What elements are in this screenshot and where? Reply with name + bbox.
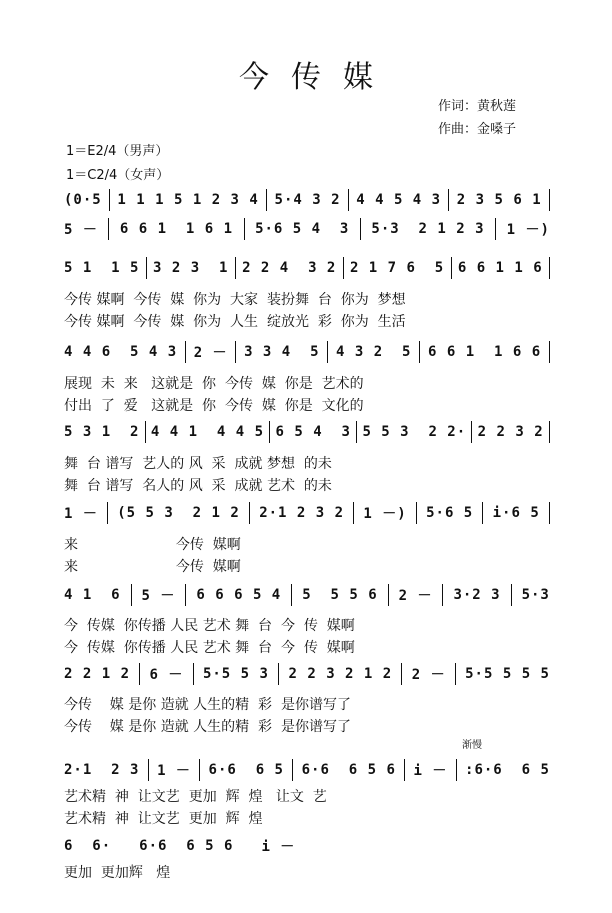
measure: 5 1 1 5 xyxy=(64,260,140,276)
lyric-line: 今 传媒 你传播 人民 艺术 舞 台 今 传 媒啊 xyxy=(64,640,355,656)
lyric-line: 付出 了 爱 这就是 你 今传 媒 你是 文化的 xyxy=(64,398,364,414)
measure: 2·1 2 3 2 xyxy=(259,505,345,521)
score-line-9 xyxy=(64,760,550,780)
lyric-line: 舞 台 谱写 艺人的 风 采 成就 梦想 的未 xyxy=(64,456,332,472)
score-line-5 xyxy=(64,422,550,442)
score-line-2 xyxy=(64,219,550,239)
measure: 3 2 3 1 xyxy=(153,260,229,276)
measure: 5 5 3 2 2· xyxy=(362,424,467,440)
measure: 1 －) xyxy=(363,506,407,522)
measure: 6 6 1 1 6 1 xyxy=(119,221,234,237)
score-line-10 xyxy=(64,836,296,856)
measure: 2·1 2 3 xyxy=(64,762,140,778)
measure: 4 4 5 4 3 xyxy=(356,192,442,208)
lyric-line: 今 传媒 你传播 人民 艺术 舞 台 今 传 媒啊 xyxy=(64,618,355,634)
measure: 6 6· xyxy=(64,838,112,854)
composer-credit: 作曲：金嗓子 xyxy=(438,122,517,137)
lyric-line: 今传 媒 是你 造就 人生的精 彩 是你谱写了 xyxy=(64,697,351,713)
measure: 2 2 3 2 1 2 xyxy=(288,666,393,682)
measure: 6·6 6 5 xyxy=(208,762,284,778)
measure: (0·5 xyxy=(64,192,102,208)
lyric-line: 艺术精 神 让文艺 更加 辉 煌 xyxy=(64,811,263,827)
measure: i － xyxy=(261,839,296,855)
measure: 1 －) xyxy=(506,222,550,238)
score-line-6 xyxy=(64,503,550,523)
measure: 4 4 6 5 4 3 xyxy=(64,344,178,360)
measure: i － xyxy=(413,763,448,779)
score-line-7 xyxy=(64,585,550,605)
measure: 5·5 5 5 5 xyxy=(465,666,550,682)
measure: 5·3 xyxy=(521,587,550,603)
lyric-line: 展现 未 来 这就是 你 今传 媒 你是 艺术的 xyxy=(64,376,364,392)
measure: 2 － xyxy=(411,667,446,683)
measure: 6·6 6 5 6 xyxy=(139,838,234,854)
measure: 5 － xyxy=(141,588,176,604)
measure: 5 5 5 6 xyxy=(302,587,378,603)
measure: 6 － xyxy=(149,667,184,683)
measure: 5·6 5 xyxy=(426,505,474,521)
measure: 3·2 3 xyxy=(453,587,501,603)
measure: 1 － xyxy=(157,763,191,779)
measure: (5 5 3 2 1 2 xyxy=(117,505,240,521)
lyricist-credit: 作词：黄秋莲 xyxy=(438,99,517,114)
song-title: 今传媒 xyxy=(239,60,395,95)
measure: 2 1 7 6 5 xyxy=(349,260,445,276)
score-line-4 xyxy=(64,342,550,362)
measure: 6 5 4 3 xyxy=(275,424,351,440)
measure: 5·4 3 2 xyxy=(274,192,341,208)
measure: 4 4 1 4 4 5 xyxy=(150,424,265,440)
score-line-8 xyxy=(64,664,550,684)
measure: 6 6 6 5 4 xyxy=(196,587,282,603)
lyric-line: 来 今传 媒啊 xyxy=(64,559,241,575)
measure: 2 2 1 2 xyxy=(64,666,131,682)
lyric-line: 今传 媒 是你 造就 人生的精 彩 是你谱写了 xyxy=(64,719,351,735)
lyric-line: 舞 台 谱写 名人的 风 采 成就 艺术 的未 xyxy=(64,478,332,494)
lyric-line: 更加 更加辉 煌 xyxy=(64,865,171,881)
measure: 2 － xyxy=(398,588,433,604)
score-line-3 xyxy=(64,258,550,278)
score-line-1 xyxy=(64,190,550,210)
measure: 2 2 4 3 2 xyxy=(242,260,337,276)
lyric-line: 今传 媒啊 今传 媒 你为 人生 绽放光 彩 你为 生活 xyxy=(64,314,406,330)
measure: 2 － xyxy=(193,345,228,361)
lyric-line: 来 今传 媒啊 xyxy=(64,537,241,553)
tempo-marking: 渐慢 xyxy=(462,740,482,751)
measure: i·6 5 xyxy=(492,505,540,521)
measure: 5·5 5 3 xyxy=(202,666,269,682)
lyric-line: 艺术精 神 让文艺 更加 辉 煌 让文 艺 xyxy=(64,789,327,805)
measure: 4 1 6 xyxy=(64,587,121,603)
measure: 5 3 1 2 xyxy=(64,424,140,440)
measure: 5 － xyxy=(64,222,98,238)
measure: 1 1 1 5 1 2 3 4 xyxy=(117,192,259,208)
measure: 5·6 5 4 3 xyxy=(255,221,350,237)
measure: :6·6 6 5 xyxy=(465,762,550,778)
male-key-signature: 1＝E2/4（男声） xyxy=(66,144,169,159)
measure: 6·6 6 5 6 xyxy=(301,762,396,778)
lyric-line: 今传 媒啊 今传 媒 你为 大家 装扮舞 台 你为 梦想 xyxy=(64,292,406,308)
measure: 5·3 2 1 2 3 xyxy=(371,221,485,237)
measure: 1 － xyxy=(64,506,98,522)
measure: 6 6 1 1 6 xyxy=(457,260,543,276)
measure: 2 3 5 6 1 xyxy=(456,192,542,208)
measure: 4 3 2 5 xyxy=(336,344,412,360)
measure: 3 3 4 5 xyxy=(244,344,320,360)
measure: 6 6 1 1 6 6 xyxy=(428,344,542,360)
female-key-signature: 1＝C2/4（女声） xyxy=(66,168,170,183)
measure: 2 2 3 2 xyxy=(477,424,544,440)
